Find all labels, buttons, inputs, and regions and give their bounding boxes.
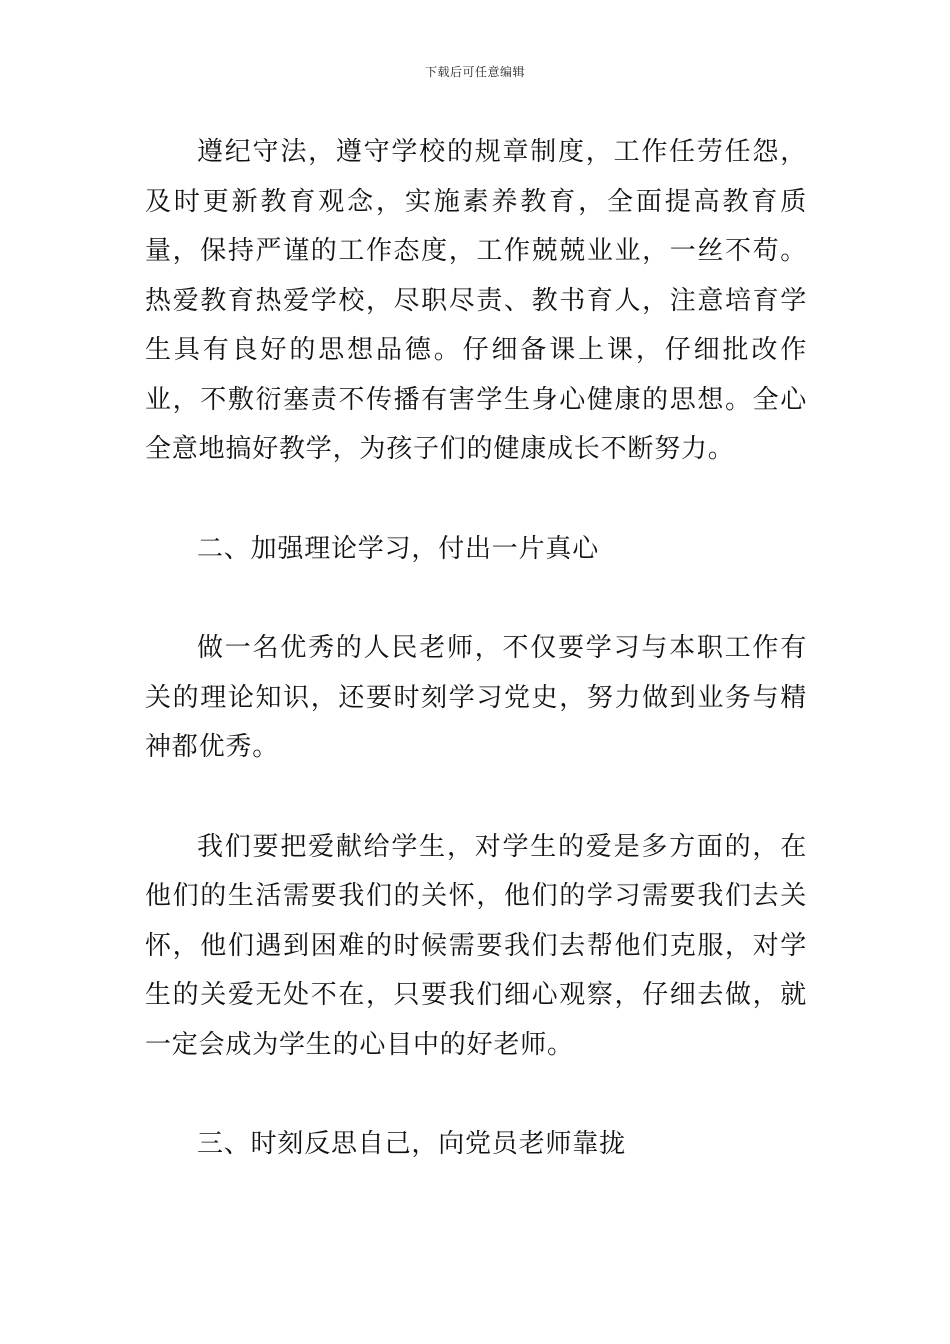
- section-heading-3: 三、时刻反思自己，向党员老师靠拢: [197, 1129, 626, 1159]
- paragraph-theory-study: 做一名优秀的人民老师，不仅要学习与本职工作有关的理论知识，还要时刻学习党史，努力做到业务与精神都优秀。: [145, 633, 807, 762]
- section-heading-2: 二、加强理论学习，付出一片真心: [197, 533, 600, 564]
- paragraph-gap: [145, 773, 807, 823]
- paragraph-gap: [145, 574, 807, 624]
- document-body: [145, 128, 807, 1170]
- paragraph-gap: [145, 1070, 807, 1120]
- paragraph-work-attitude: 遵纪守法，遵守学校的规章制度，工作任劳任怨，及时更新教育观念，实施素养教育，全面提高教育质量，保持严谨的工作态度，工作兢兢业业，一丝不苟。热爱教育热爱学校，尽职尽责、教书育人，注意培育学生具有良好的思想品德。仔细备课上课，仔细批改作业，不敷衍塞责不传播有害学生身心健康的思想。全心全意地搞好教学，为孩子们的健康成长不断努力。: [145, 137, 807, 464]
- paragraph-love-students: 我们要把爱献给学生，对学生的爱是多方面的，在他们的生活需要我们的关怀，他们的学习需要我们去关怀，他们遇到困难的时候需要我们去帮他们克服，对学生的关爱无处不在，只要我们细心观察，仔细去做，就一定会成为学生的心目中的好老师。: [145, 831, 807, 1060]
- page-header: 下载后可任意编辑: [424, 65, 525, 79]
- paragraph-gap: [145, 475, 807, 525]
